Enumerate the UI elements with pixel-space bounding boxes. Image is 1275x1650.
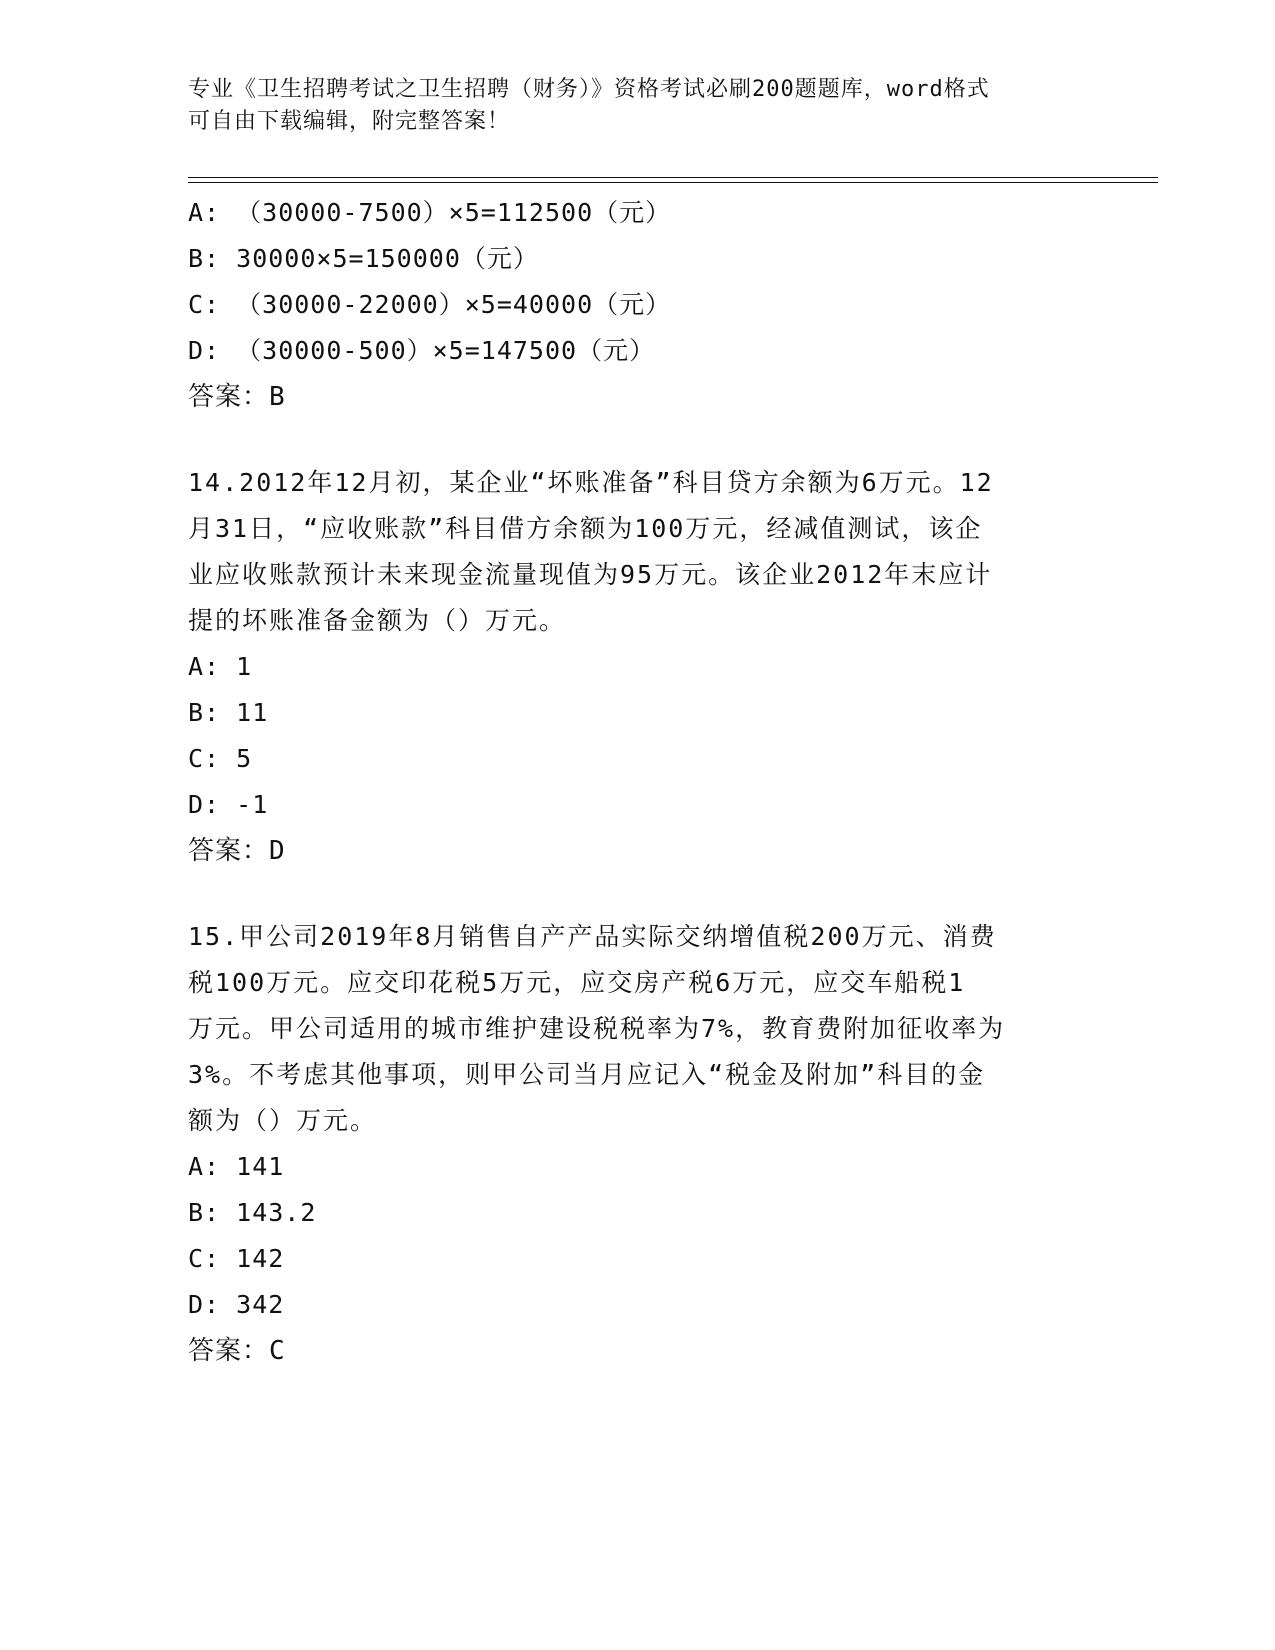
- option-b: B: 143.2: [188, 1198, 317, 1227]
- question-13: [188, 190, 1088, 420]
- stem-line: 月31日，“应收账款”科目借方余额为100万元，经减值测试，该企: [188, 514, 983, 543]
- option-a: A: （30000-7500）×5=112500（元）: [188, 198, 672, 227]
- question-14: [188, 460, 1088, 874]
- header-line: 专业《卫生招聘考试之卫生招聘（财务）》资格考试必刷200题题库，word格式: [188, 77, 990, 102]
- question-15: [188, 914, 1088, 1374]
- option-b: B: 30000×5=150000（元）: [188, 244, 539, 273]
- document-header: [188, 74, 1068, 138]
- answer: 答案：D: [188, 836, 286, 866]
- header-divider: [188, 177, 1158, 178]
- stem-line: 税100万元。应交印花税5万元，应交房产税6万元，应交车船税1: [188, 968, 966, 997]
- question-list: [188, 190, 1088, 1374]
- option-c: C: 5: [188, 744, 253, 773]
- header-line: 可自由下载编辑，附完整答案！: [188, 109, 511, 134]
- option-d: D: -1: [188, 790, 269, 819]
- answer: 答案：B: [188, 382, 286, 412]
- stem-line: 万元。甲公司适用的城市维护建设税税率为7%，教育费附加征收率为: [188, 1014, 1006, 1043]
- stem-line: 14.2012年12月初，某企业“坏账准备”科目贷方余额为6万元。12: [188, 468, 994, 497]
- stem-line: 业应收账款预计未来现金流量现值为95万元。该企业2012年末应计: [188, 560, 993, 589]
- answer: 答案：C: [188, 1336, 286, 1366]
- header-divider: [188, 182, 1158, 183]
- stem-line: 15.甲公司2019年8月销售自产产品实际交纳增值税200万元、消费: [188, 922, 997, 951]
- stem-line: 额为（）万元。: [188, 1106, 378, 1135]
- question-stem: [188, 460, 1068, 644]
- question-stem: [188, 914, 1068, 1144]
- option-a: A: 1: [188, 652, 253, 681]
- option-d: D: （30000-500）×5=147500（元）: [188, 336, 656, 365]
- option-b: B: 11: [188, 698, 269, 727]
- stem-line: 3%。不考虑其他事项，则甲公司当月应记入“税金及附加”科目的金: [188, 1060, 986, 1089]
- stem-line: 提的坏账准备金额为（）万元。: [188, 606, 567, 635]
- option-c: C: （30000-22000）×5=40000（元）: [188, 290, 672, 319]
- option-d: D: 342: [188, 1290, 285, 1319]
- option-a: A: 141: [188, 1152, 285, 1181]
- option-c: C: 142: [188, 1244, 285, 1273]
